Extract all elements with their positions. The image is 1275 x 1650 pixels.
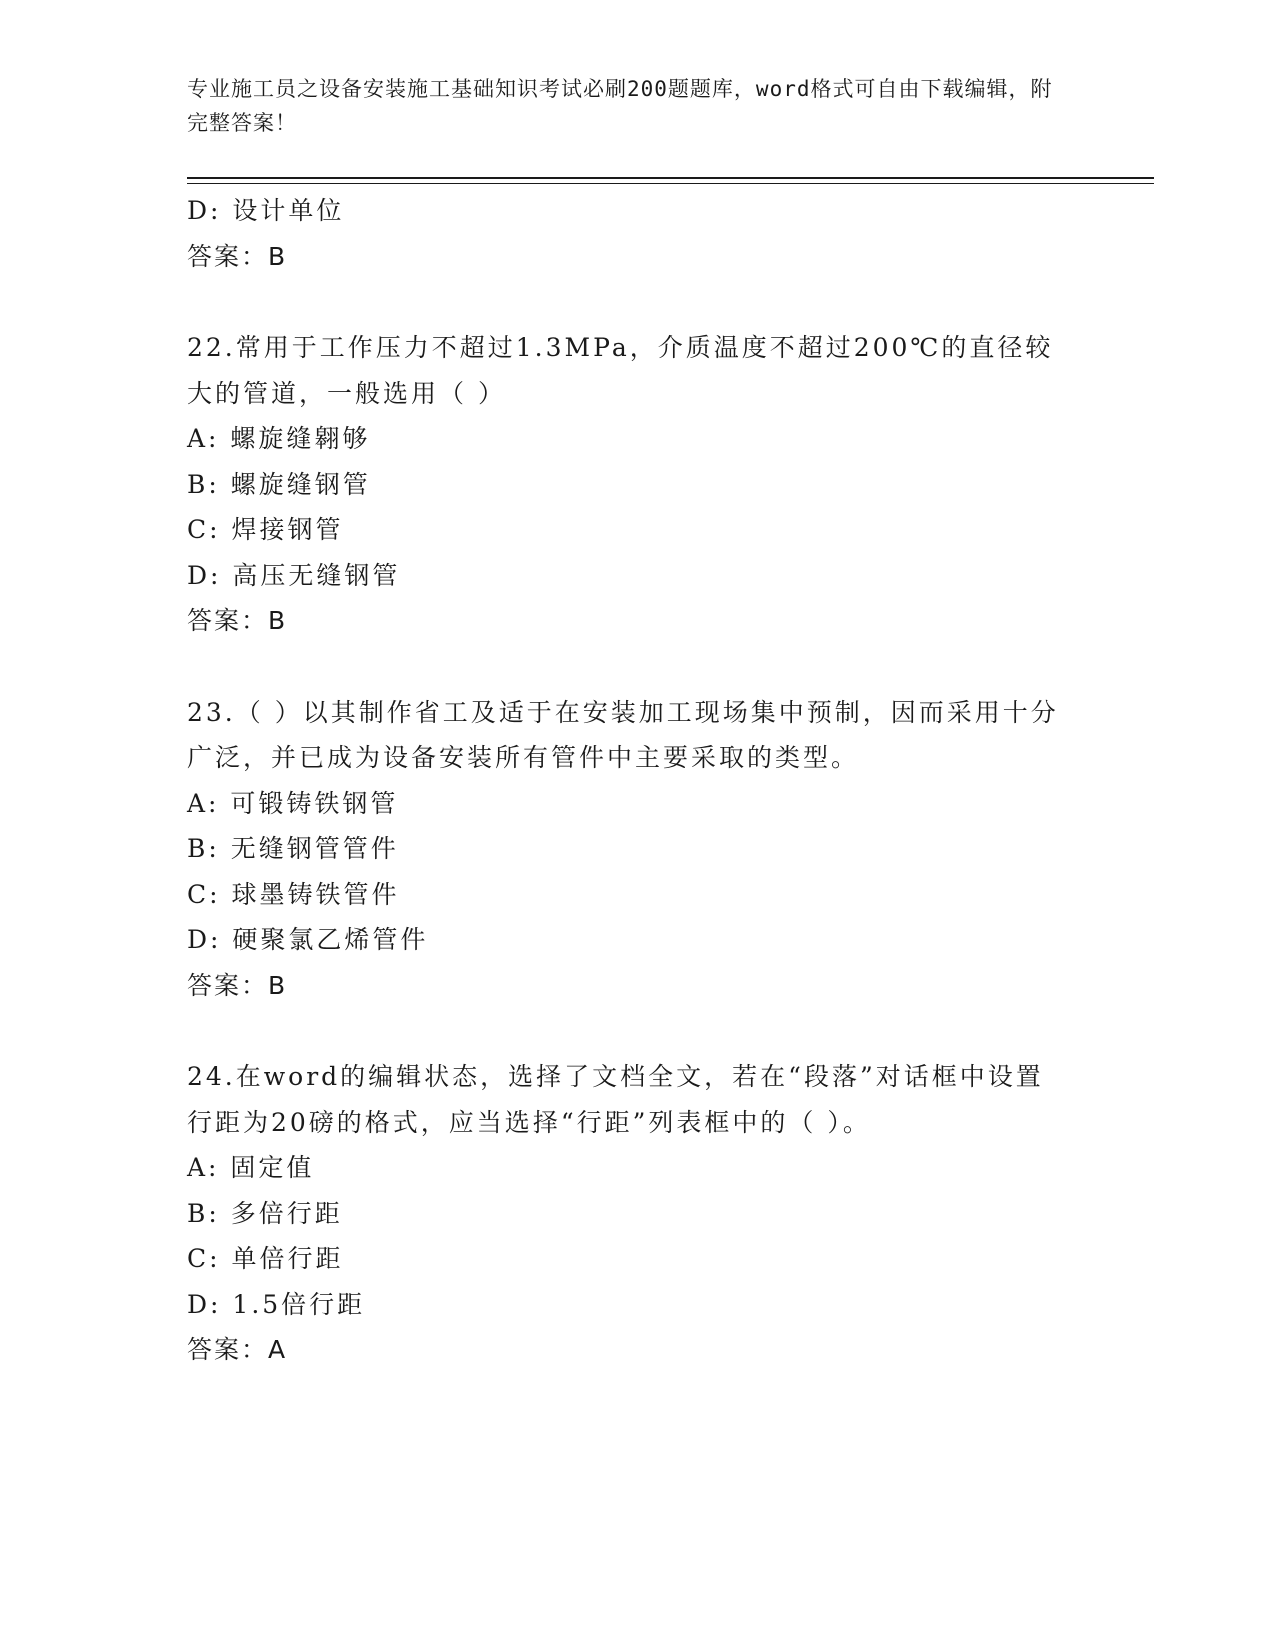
option-d: D: 高压无缝钢管 <box>187 560 401 590</box>
question-stem: 24.在word的编辑状态，选择了文档全文，若在“段落”对话框中设置行距为20磅的格式，应当选择“行距”列表框中的（ ）。 <box>187 1062 1044 1137</box>
option-a: A: 固定值 <box>187 1153 315 1182</box>
answer: 答案：B <box>187 970 288 1000</box>
option-b: B: 多倍行距 <box>187 1198 343 1228</box>
option-b: B: 螺旋缝钢管 <box>187 469 371 499</box>
answer: 答案：B <box>187 606 288 635</box>
answer: 答案：B <box>187 241 288 271</box>
page-header: 专业施工员之设备安装施工基础知识考试必刷200题题库，word格式可自由下载编辑，附完整答案！ <box>187 77 1053 135</box>
option-b: B: 无缝钢管管件 <box>187 834 399 863</box>
spacer <box>187 1008 1087 1054</box>
option-d: D: 设计单位 <box>187 196 345 225</box>
question-block <box>187 325 1087 644</box>
option-c: C: 球墨铸铁管件 <box>187 879 400 909</box>
option-d: D: 1.5倍行距 <box>187 1289 366 1319</box>
answer: 答案：A <box>187 1335 288 1364</box>
spacer <box>187 279 1087 325</box>
question-stem: 22.常用于工作压力不超过1.3MPa，介质温度不超过200℃的直径较大的管道，一般选用（ ） <box>187 333 1054 408</box>
header-divider-thick <box>187 177 1154 179</box>
option-a: A: 螺旋缝翱够 <box>187 424 371 453</box>
question-content <box>187 188 1087 1373</box>
header-divider-thin <box>187 183 1154 184</box>
option-c: C: 焊接钢管 <box>187 515 344 544</box>
spacer <box>187 644 1087 690</box>
question-stem: 23.（ ）以其制作省工及适于在安装加工现场集中预制，因而采用十分广泛，并已成为设备安装所有管件中主要采取的类型。 <box>187 697 1059 772</box>
question-block <box>187 1054 1087 1373</box>
option-c: C: 单倍行距 <box>187 1244 344 1273</box>
question-block <box>187 690 1087 1009</box>
option-d: D: 硬聚氯乙烯管件 <box>187 925 429 954</box>
option-a: A: 可锻铸铁钢管 <box>187 788 399 818</box>
